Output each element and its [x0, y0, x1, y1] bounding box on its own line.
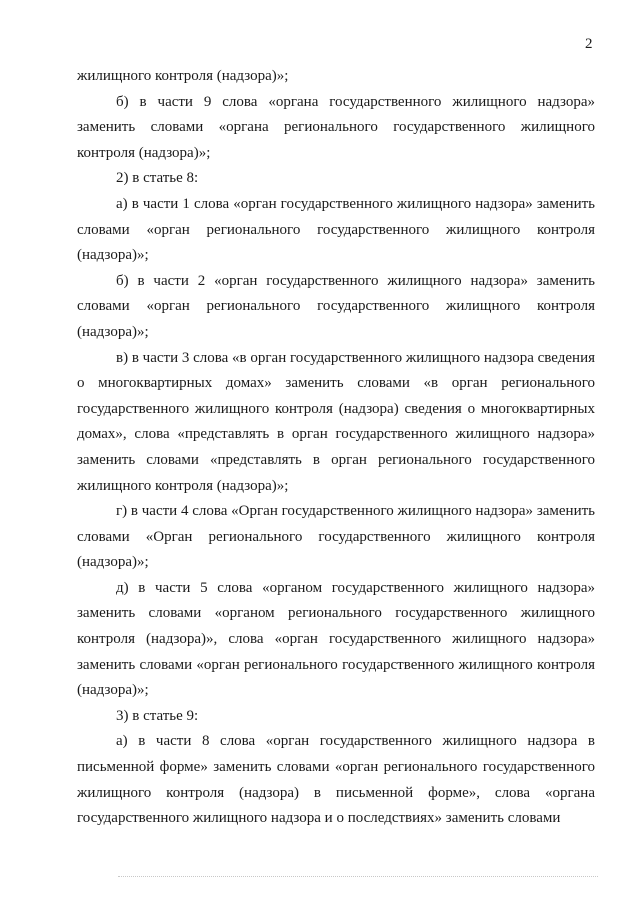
paragraph-item-v-part-3: в) в части 3 слова «в орган государственного жилищного надзора сведения о многоквартирных домах» заменить словами «в орган регионального государственного жилищного контроля (надзора) сведения о многоквартирных домах», слова «представлять в орган государственного жилищного надзора» заменить словами «представлять в орган регионального государственного жилищного контроля (надзора)»;: [77, 349, 595, 494]
document-body: [77, 64, 595, 832]
paragraph-item-g-part-4: г) в части 4 слова «Орган государственного жилищного надзора» заменить словами «Орган регионального государственного жилищного контроля (надзора)»;: [77, 503, 595, 571]
paragraph-item-a-part-1: а) в части 1 слова «орган государственного жилищного надзора» заменить словами «орган регионального государственного жилищного контроля (надзора)»;: [77, 195, 595, 264]
paragraph-item-d-part-5: д) в части 5 слова «органом государственного жилищного надзора» заменить словами «органом регионального государственного жилищного контроля (надзора)», слова «орган государственного жилищного надзора» заменить словами «орган регионального государственного жилищного контроля (надзора)»;: [77, 579, 595, 699]
paragraph-article-8-heading: 2) в статье 8:: [116, 170, 199, 187]
paragraph-item-b-part-9: б) в части 9 слова «органа государственного жилищного надзора» заменить словами «органа регионального государственного жилищного контроля (надзора)»;: [77, 93, 595, 161]
paragraph-continuation: жилищного контроля (надзора)»;: [77, 68, 289, 84]
bottom-scan-rule: [118, 876, 598, 877]
page-number: 2: [585, 36, 593, 52]
paragraph-item-a-part-8: а) в части 8 слова «орган государственного жилищного надзора в письменной форме» заменить словами «орган регионального государственного жилищного контроля (надзора) в письменной форме», слова «органа государственного жилищного надзора и о последствиях» заменить словами: [77, 733, 595, 827]
paragraph-article-9-heading: 3) в статье 9:: [116, 707, 199, 724]
paragraph-item-b-part-2: б) в части 2 «орган государственного жилищного надзора» заменить словами «орган регионального государственного жилищного контроля (надзора)»;: [77, 272, 595, 340]
